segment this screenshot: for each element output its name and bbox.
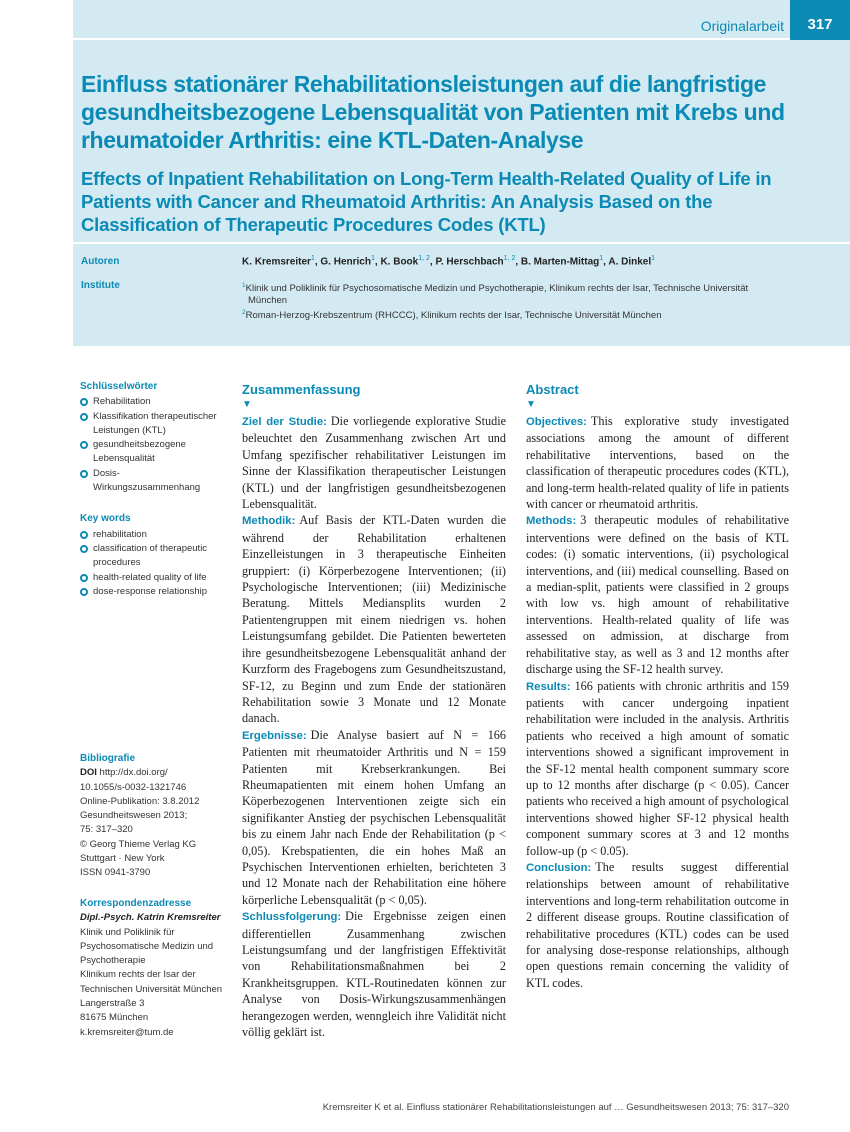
- section-label: Ergebnisse:: [242, 729, 307, 742]
- doi-line: [80, 766, 225, 780]
- keywords-de-label: Schlüsselwörter: [80, 381, 158, 392]
- keywords-en-list: [80, 528, 225, 599]
- abstract-section: [526, 512, 789, 677]
- author-separator: ,: [603, 256, 609, 268]
- corresp-line: Klinik und Poliklinik für Psychosomatische Medizin und Psychotherapie: [80, 926, 214, 967]
- institute-1-sup: 1: [242, 282, 246, 289]
- circle-bullet-icon: [80, 398, 88, 406]
- abstract-section: [242, 413, 506, 512]
- keyword-item: [80, 438, 225, 467]
- corresp-name: Dipl.-Psych. Katrin Kremsreiter: [80, 912, 221, 924]
- abstract-german: [242, 381, 506, 1040]
- issn: ISSN 0941-3790: [80, 867, 151, 879]
- corresp-line: k.kremsreiter@tum.de: [80, 1026, 174, 1038]
- abstract-de-heading: Zusammenfassung: [242, 382, 361, 397]
- author-separator: ,: [314, 256, 321, 268]
- abstract-section: [242, 908, 506, 1040]
- keyword-text: classification of therapeutic procedures: [93, 542, 208, 569]
- circle-bullet-icon: [80, 545, 88, 553]
- corresp-line: Langerstraße 3: [80, 998, 145, 1010]
- author-name: P. Herschbach: [435, 256, 504, 268]
- arrow-down-icon: ▼: [242, 399, 252, 410]
- section-label: Methods:: [526, 515, 577, 528]
- author-name: A. Dinkel: [608, 256, 652, 268]
- article-header: [73, 0, 850, 346]
- institute-1-text: Klinik und Poliklinik für Psychosomatische Medizin und Psychotherapie, Klinikum rechts der Isar, Technische Universität: [245, 283, 749, 295]
- circle-bullet-icon: [80, 588, 88, 596]
- author-name: B. Marten-Mittag: [520, 256, 600, 268]
- section-label: Results:: [526, 680, 571, 693]
- abstract-section: [526, 413, 789, 512]
- abstract-section: [526, 859, 789, 991]
- institutes-list: [242, 280, 802, 322]
- circle-bullet-icon: [80, 531, 88, 539]
- keyword-item: [80, 528, 225, 542]
- author-affiliation: 1, 2: [418, 255, 430, 262]
- circle-bullet-icon: [80, 470, 88, 478]
- abstract-en-heading: Abstract: [526, 382, 579, 397]
- doi-url-1: http://dx.doi.org/: [99, 767, 168, 779]
- author-separator: ,: [374, 256, 381, 268]
- corresp-label: Korrespondenzadresse: [80, 898, 192, 909]
- circle-bullet-icon: [80, 574, 88, 582]
- institutes-label: Institute: [81, 280, 120, 291]
- doi-label: DOI: [80, 767, 97, 779]
- page-number-text: 317: [807, 16, 833, 33]
- journal: Gesundheitswesen 2013;: [80, 810, 188, 822]
- page-number: [790, 0, 850, 40]
- institute-2: [242, 307, 802, 322]
- section-text: 3 therapeutic modules of rehabilitative interventions were defined on the basis of KTL codes: (i) somatic interventions, (ii) psychological interventions, and (iii) medical counselling. Based on a median-split, patients were classified in 2 groups with low vs. high amount of rehabilitative interventions. Health-related quality of life was assessed on admission, at discharge from rehabilitative stay, as well as 3 and 12 months after discharge using the SF-12 health survey.: [526, 513, 789, 677]
- title-divider: [73, 242, 850, 244]
- keyword-text: Klassifikation therapeutischer Leistungen (KTL): [93, 410, 217, 436]
- institute-2-sup: 2: [242, 309, 246, 317]
- keyword-item: [80, 585, 225, 599]
- biblio-label: Bibliografie: [80, 753, 136, 764]
- publisher: © Georg Thieme Verlag KG: [80, 838, 197, 850]
- section-text: Die Ergebnisse zeigen einen differentiellen Zusammenhang zwischen Leistungsumfang und der langfristigen Effektivität von Rehabilitationsmaßnahmen bei 2 Krankheitsgruppen. KTL-Routinedaten können zur Analyse von Dosis-Wirkungszusammenhängen herangezogen werden, wenngleich ihre Validität nicht völlig geklärt ist.: [242, 909, 506, 1040]
- keyword-text: dose-response relationship: [93, 585, 208, 597]
- author-affiliation: 1: [599, 255, 604, 262]
- abstract-section: [242, 727, 506, 908]
- abstract-english: [526, 381, 789, 991]
- page-footer: Kremsreiter K et al. Einfluss stationärer Rehabilitationsleistungen auf … Gesundheitswesen 2013; 75: 317–320: [322, 1102, 789, 1113]
- author-name: K. Kremsreiter: [242, 256, 311, 268]
- section-label: Originalarbeit: [700, 18, 784, 34]
- section-text: 166 patients with chronic arthritis and 159 patients with cancer undergoing inpatient rehabilitation were included in the analysis. Arthritis patients who received a high amount of somatic interventions showed a significant improvement in the SF-12 mental health component summary score up to 12 months after discharge (p < 0.05). Cancer patients who received a high amount of psychological interventions showed higher SF-12 physical health component summary scores at 3 and 12 months follow-up (p < 0.05).: [526, 678, 789, 858]
- section-text: Die vorliegende explorative Studie beleuchtet den Zusammenhang zwischen Art und Umfang spezifischer rehabilitativer Leistungen im Sinne der Klassifikation therapeutischer Leistungen (KTL) und der langfristigen gesundheitsbezogenen Lebensqualität.: [242, 414, 507, 512]
- section-text: This explorative study investigated associations among the amount of different rehabilitative interventions, based on the classification of therapeutic procedures codes (KTL), and long-term health-related quality of life in patients with cancer or rheumatoid arthritis.: [526, 414, 789, 512]
- author-affiliation: 1: [310, 255, 315, 262]
- keyword-item: [80, 571, 225, 585]
- keyword-item: [80, 542, 225, 571]
- keyword-text: gesundheitsbezogene Lebensqualität: [93, 439, 186, 465]
- section-label: Schlussfolgerung:: [242, 911, 342, 924]
- institute-1-cont: München: [248, 295, 288, 307]
- online-date: Online-Publikation: 3.8.2012: [80, 795, 200, 807]
- keywords-en-label: Key words: [80, 513, 131, 525]
- publisher-city: Stuttgart · New York: [80, 853, 165, 865]
- corresp-line: 81675 München: [80, 1012, 149, 1024]
- keyword-text: health-related quality of life: [93, 571, 207, 583]
- arrow-down-icon: ▼: [526, 399, 536, 410]
- authors-list: [242, 255, 842, 267]
- institute-1: [242, 280, 802, 295]
- section-label: Methodik:: [242, 515, 296, 528]
- section-text: Auf Basis der KTL-Daten wurden die während der Rehabilitation erhaltenen Einzelleistungen in 3 therapeutische Einheiten gruppiert: (i) Körperbezogene Interventionen; (ii) Psychologische Interventionen; (iii) Medizinische Beratung. Mittels Mediansplits wurden 2 Patientengruppen mit einem niedrigen vs. hohen Leistungsumfang gebildet. Die Patienten bewerteten ihre gesundheitsbezogene Lebensqualität anhand der Kurzform des Fragebogens zum Gesundheitszustand, SF-12, zu Beginn und zum Ende der stationären Rehabilitation sowie 3 Monate und 12 Monate danach.: [242, 513, 506, 726]
- author-name: G. Henrich: [320, 256, 371, 268]
- section-label: Ziel der Studie:: [242, 416, 327, 428]
- abstract-en-body: [526, 413, 789, 991]
- keyword-item: [80, 467, 225, 496]
- circle-bullet-icon: [80, 413, 88, 421]
- correspondence: [80, 897, 225, 1040]
- author-name: K. Book: [380, 256, 419, 268]
- author-separator: ,: [515, 256, 521, 268]
- keyword-item: [80, 395, 225, 409]
- abstract-de-body: [242, 413, 506, 1040]
- volume: 75: 317–320: [80, 824, 133, 836]
- section-text: Die Analyse basiert auf N = 166 Patienten mit rheumatoider Arthritis und N = 159 Patienten mit Krebserkrankungen. Bei Rheumapatienten mit einem hohen Umfang an Köperbezogenen Interventionen zeigte sich ein signifikanter Anstieg der psychischen Lebensqualität bis zu einem Jahr nach Ende der Rehabilitation (p < 0,05). Krebspatienten, die ein hohes Maß an Psychischen Interventionen erhielten, berichteten 3 und 12 Monate nach der Rehabilitation eine höhere körperliche Lebensqualität (p < 0,05).: [242, 727, 506, 907]
- abstract-section: [242, 512, 506, 726]
- keywords-sidebar: [80, 380, 225, 599]
- doi-url-2: 10.1055/s-0032-1321746: [80, 781, 187, 793]
- keywords-de-list: [80, 395, 225, 495]
- authors-label: Autoren: [81, 256, 120, 267]
- title-german: Einfluss stationärer Rehabilitationsleistungen auf die langfristige gesundheitsbezogene Lebensqualität von Patienten mit Krebs und rheumatoider Arthritis: eine KTL-Daten-Analyse: [81, 71, 785, 153]
- keyword-text: Rehabilitation: [93, 396, 151, 408]
- circle-bullet-icon: [80, 441, 88, 449]
- author-affiliation: 1, 2: [503, 255, 516, 262]
- bibliography: [80, 752, 225, 881]
- keyword-text: rehabilitation: [93, 528, 147, 540]
- header-bar: [73, 0, 850, 40]
- section-label: Objectives:: [526, 416, 587, 428]
- author-affiliation: 1: [651, 255, 656, 262]
- author-separator: ,: [429, 256, 436, 268]
- institute-2-text: Roman-Herzog-Krebszentrum (RHCCC), Klinikum rechts der Isar, Technische Universität München: [245, 310, 662, 322]
- author-affiliation: 1: [370, 255, 375, 262]
- abstract-section: [526, 678, 789, 859]
- corresp-address: [80, 926, 225, 1040]
- keyword-text: Dosis-Wirkungszusammenhang: [93, 467, 201, 494]
- corresp-line: Klinikum rechts der Isar der Technischen Universität München: [80, 969, 223, 995]
- keyword-item: [80, 410, 225, 439]
- section-label: Conclusion:: [526, 861, 592, 874]
- title-english: Effects of Inpatient Rehabilitation on Long-Term Health-Related Quality of Life in Patients with Cancer and Rheumatoid Arthritis: An Analysis Based on the Classification of Therapeutic Procedures Codes (KTL): [81, 168, 772, 235]
- section-text: The results suggest differential relationships between amount of rehabilitative interventions and long-term rehabilitation outcome in 2 different disease groups. Routine classification of rehabilitative procedures (KTL) codes can be used for analysing dose-response relationships, although open questions remain concerning the validity of KTL codes.: [526, 859, 789, 990]
